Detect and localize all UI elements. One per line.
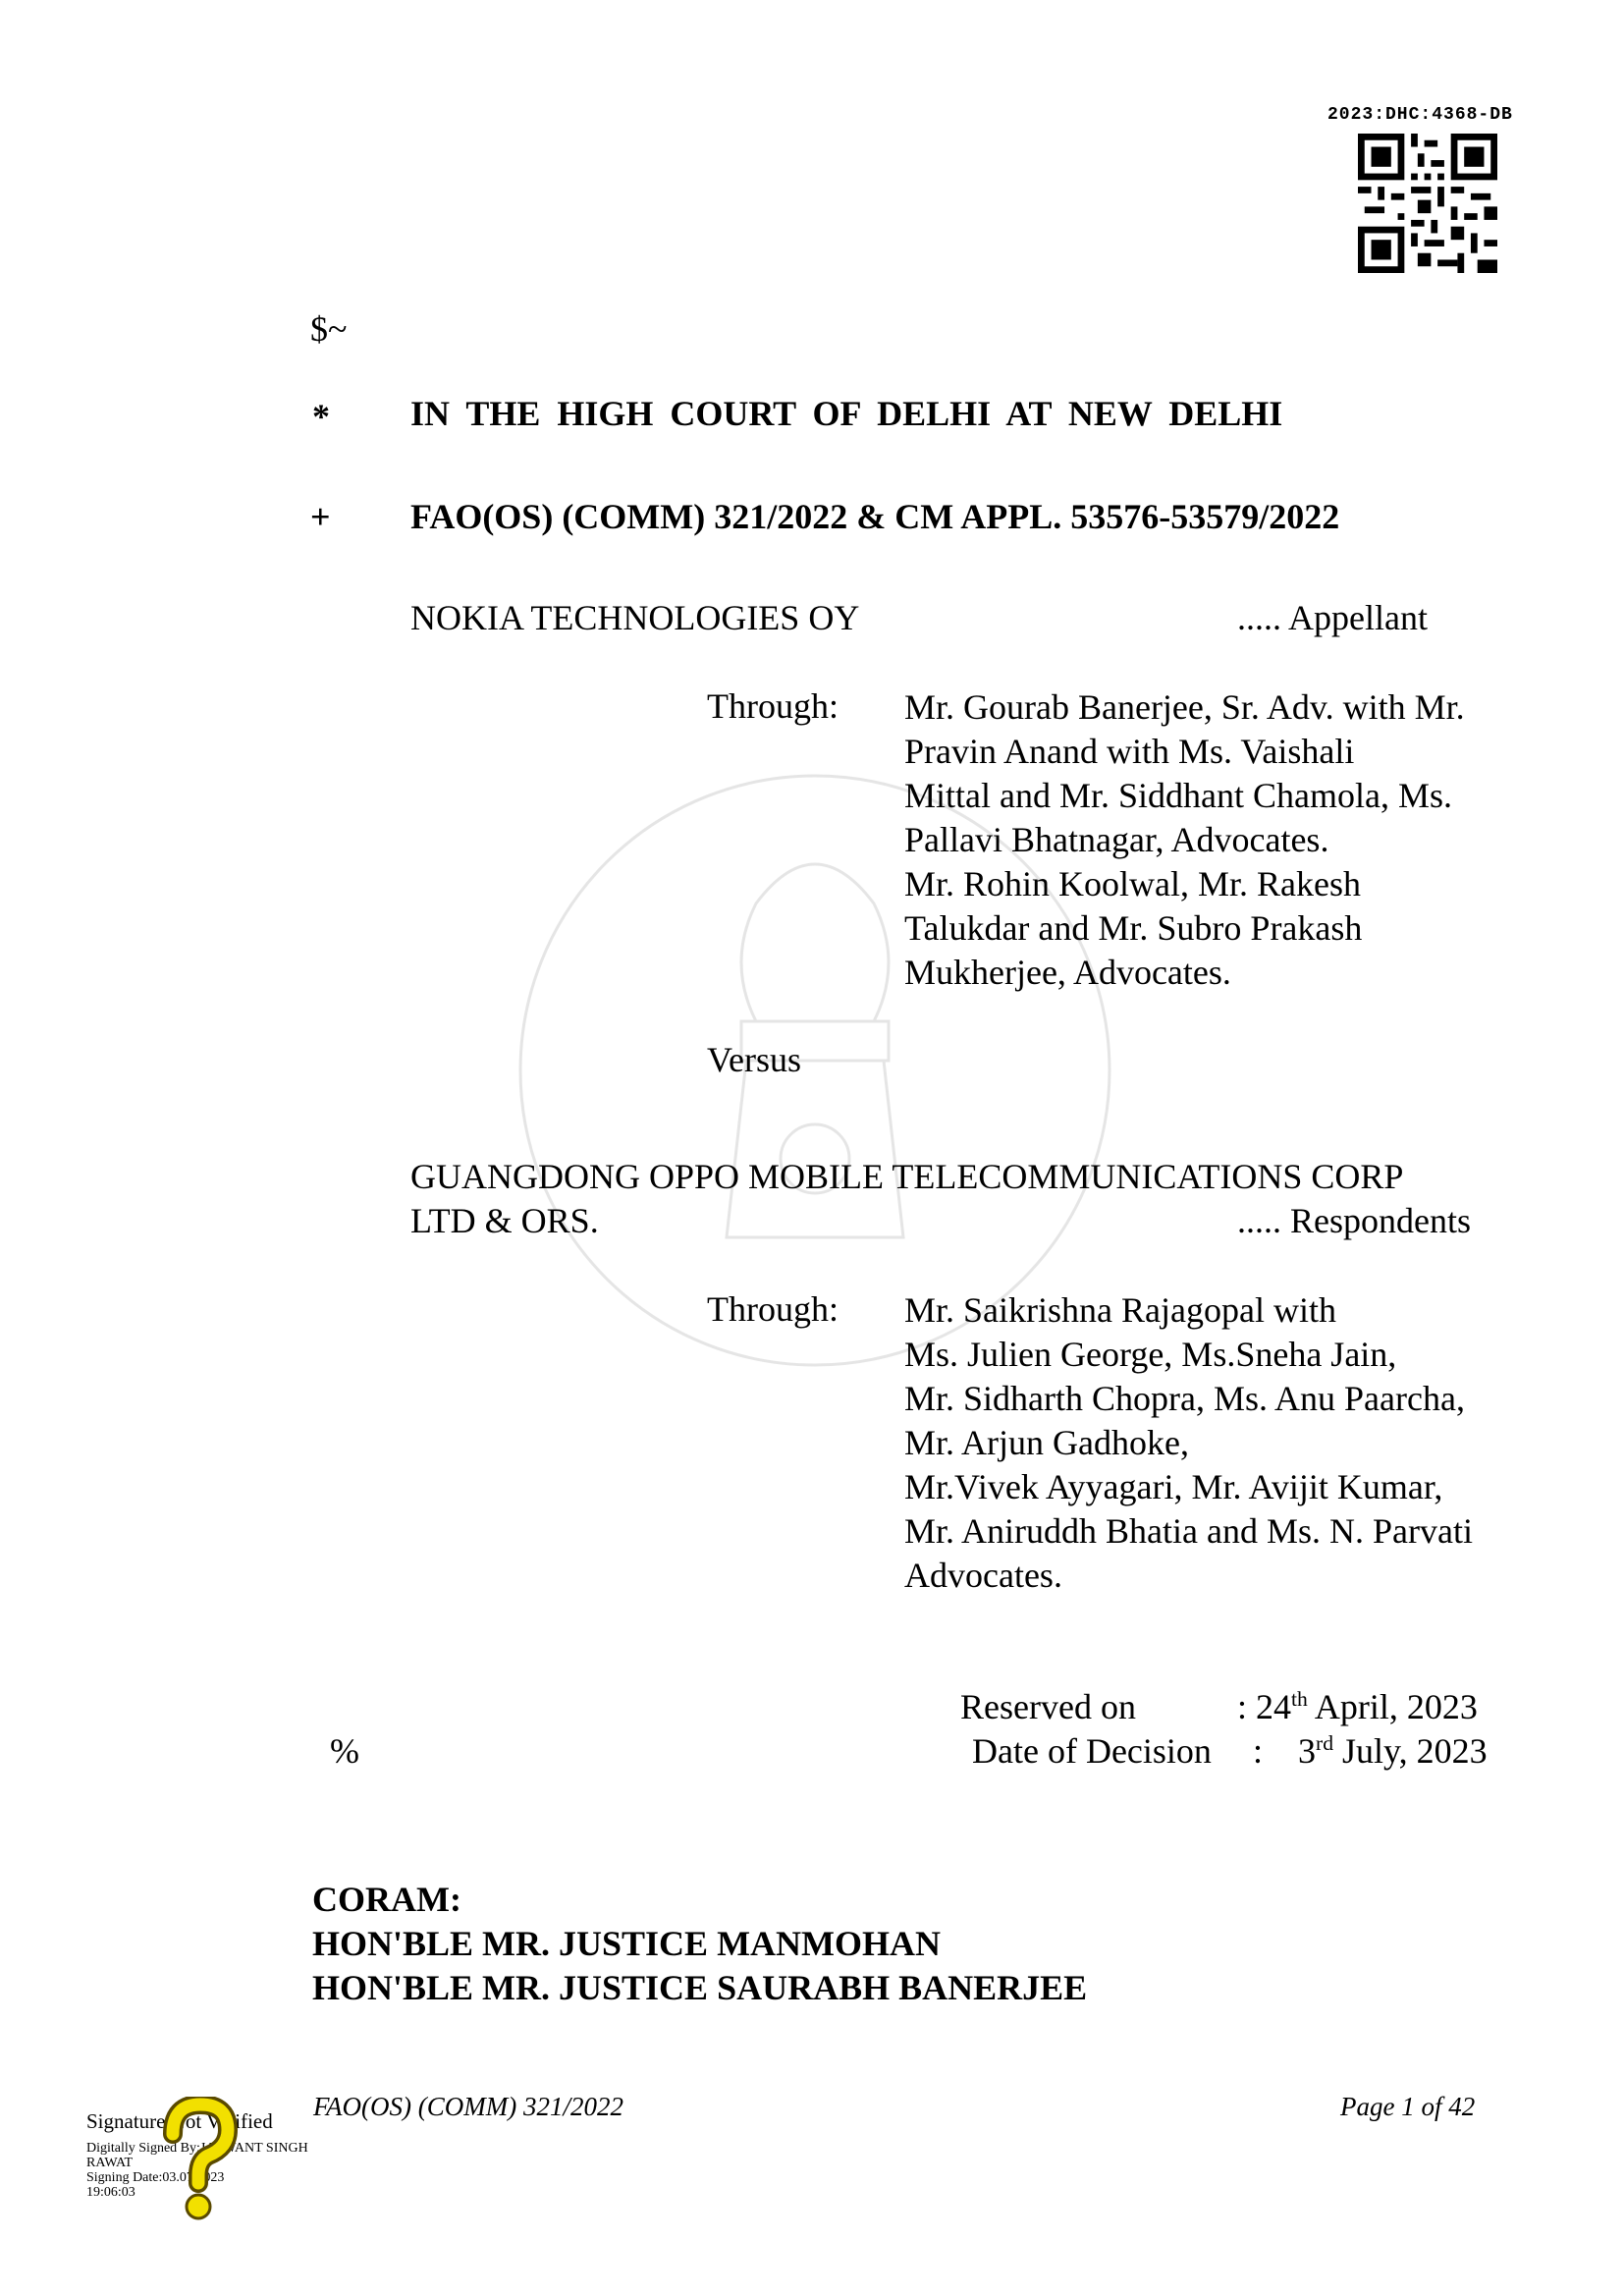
counsel-line: Pravin Anand with Ms. Vaishali bbox=[904, 732, 1355, 771]
reserved-sep: : bbox=[1237, 1687, 1248, 1726]
case-number: FAO(OS) (COMM) 321/2022 & CM APPL. 53576-53579/2022 bbox=[410, 497, 1340, 536]
respondent-name-line1: GUANGDONG OPPO MOBILE TELECOMMUNICATIONS CORP bbox=[410, 1157, 1404, 1196]
judge-name: HON'BLE MR. JUSTICE SAURABH BANERJEE bbox=[312, 1968, 1088, 2007]
counsel-line: Advocates. bbox=[904, 1556, 1062, 1595]
signed-by: Digitally Signed By:JASWANT SINGH RAWAT bbox=[86, 2141, 308, 2170]
decision-suffix: rd bbox=[1316, 1731, 1333, 1755]
coram-heading: CORAM: bbox=[312, 1880, 461, 1919]
appellant-counsel bbox=[904, 685, 1465, 995]
footer-case-ref: FAO(OS) (COMM) 321/2022 bbox=[313, 2092, 623, 2121]
respondent-name-line2: LTD & ORS. bbox=[410, 1201, 599, 1240]
appellant-name: NOKIA TECHNOLOGIES OY bbox=[410, 598, 860, 637]
decision-day: 3 bbox=[1298, 1731, 1316, 1771]
signing-date: Signing Date:03.07.2023 bbox=[86, 2170, 225, 2185]
counsel-line: Mukherjee, Advocates. bbox=[904, 953, 1231, 992]
counsel-line: Talukdar and Mr. Subro Prakash bbox=[904, 908, 1363, 948]
appellant-role: ..... Appellant bbox=[1237, 598, 1428, 637]
counsel-line: Mr. Gourab Banerjee, Sr. Adv. with Mr. bbox=[904, 687, 1465, 727]
respondent-through-label: Through: bbox=[707, 1289, 839, 1329]
question-mark-icon bbox=[159, 2097, 238, 2224]
reserved-suffix: th bbox=[1291, 1687, 1308, 1711]
reserved-date bbox=[1237, 1686, 1478, 1727]
reserved-label: Reserved on bbox=[960, 1687, 1136, 1726]
case-marker: + bbox=[310, 497, 331, 536]
qr-code bbox=[1358, 134, 1497, 273]
court-title: IN THE HIGH COURT OF DELHI AT NEW DELHI bbox=[410, 394, 1283, 433]
court-marker: * bbox=[312, 397, 330, 436]
neutral-citation: 2023:DHC:4368-DB bbox=[1327, 105, 1513, 125]
coram-block bbox=[312, 1878, 1087, 2010]
versus: Versus bbox=[707, 1040, 801, 1079]
respondent-role: ..... Respondents bbox=[1237, 1201, 1471, 1240]
counsel-line: Mittal and Mr. Siddhant Chamola, Ms. bbox=[904, 776, 1452, 815]
signature-status: Signature Not Verified bbox=[86, 2109, 273, 2133]
reserved-day: 24 bbox=[1256, 1687, 1292, 1726]
reserved-rest: April, 2023 bbox=[1314, 1687, 1478, 1726]
decision-rest: July, 2023 bbox=[1342, 1731, 1488, 1771]
counsel-line: Mr. Aniruddh Bhatia and Ms. N. Parvati bbox=[904, 1511, 1473, 1551]
decision-sep: : bbox=[1253, 1731, 1264, 1771]
counsel-line: Mr.Vivek Ayyagari, Mr. Avijit Kumar, bbox=[904, 1467, 1443, 1506]
decision-label: Date of Decision bbox=[972, 1731, 1212, 1771]
counsel-line: Mr. Sidharth Chopra, Ms. Anu Paarcha, bbox=[904, 1379, 1465, 1418]
decision-date bbox=[1298, 1730, 1488, 1772]
respondent-counsel bbox=[904, 1288, 1473, 1598]
counsel-line: Mr. Arjun Gadhoke, bbox=[904, 1423, 1189, 1462]
counsel-line: Mr. Saikrishna Rajagopal with bbox=[904, 1290, 1336, 1330]
page-number: Page 1 of 42 bbox=[1340, 2092, 1476, 2121]
signing-time: 19:06:03 bbox=[86, 2185, 135, 2200]
percent-mark: % bbox=[330, 1731, 359, 1771]
appellant-through-label: Through: bbox=[707, 686, 839, 726]
top-mark: $~ bbox=[310, 309, 348, 349]
counsel-line: Ms. Julien George, Ms.Sneha Jain, bbox=[904, 1335, 1397, 1374]
counsel-line: Pallavi Bhatnagar, Advocates. bbox=[904, 820, 1329, 859]
judge-name: HON'BLE MR. JUSTICE MANMOHAN bbox=[312, 1924, 942, 1963]
counsel-line: Mr. Rohin Koolwal, Mr. Rakesh bbox=[904, 864, 1361, 903]
